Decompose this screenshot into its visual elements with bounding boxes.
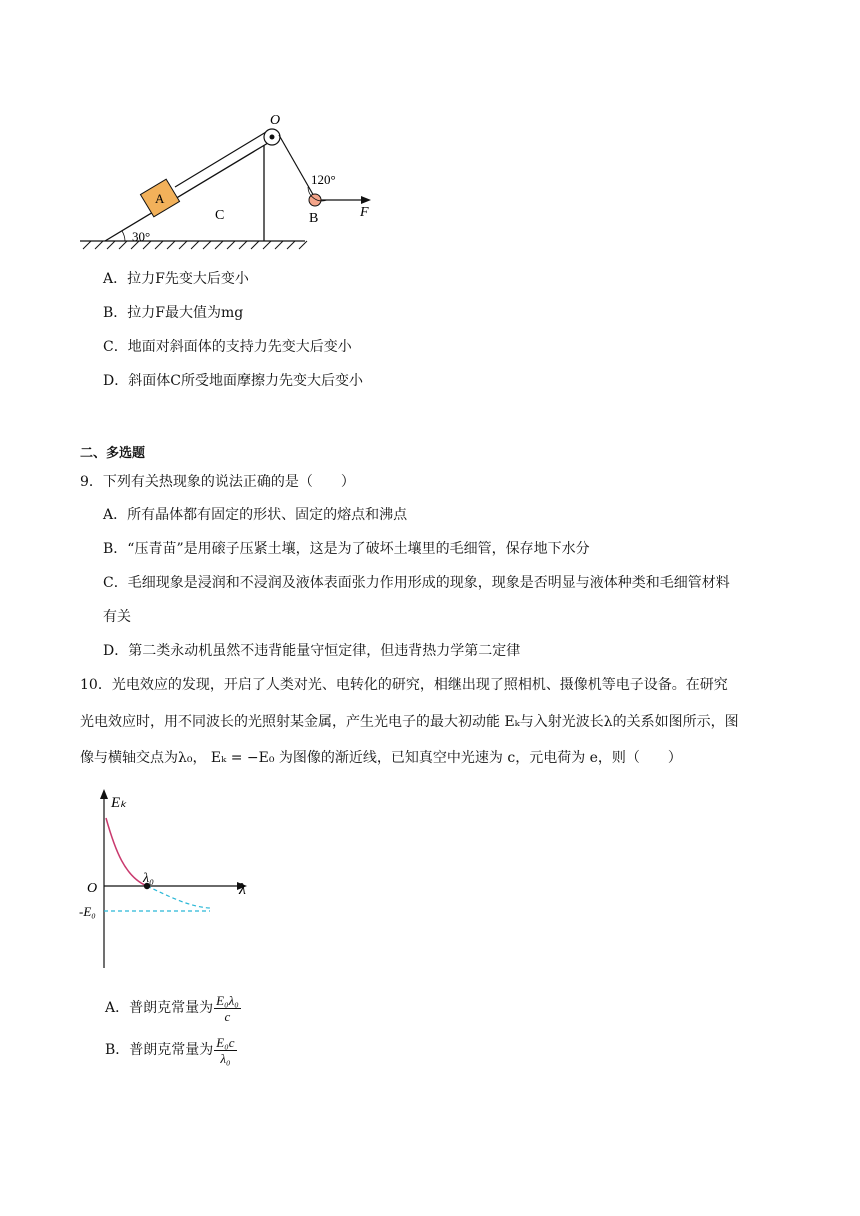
intercept-label: λ₀ — [143, 871, 154, 886]
label-c: C — [215, 208, 225, 223]
fraction: $\frac{\text{E₀λ₀}}{c}$ — [216, 992, 239, 1024]
q8-option-a: A．拉力F先变大后变小 — [103, 271, 249, 287]
ek-lambda-graph — [75, 785, 265, 975]
q9-option-a: A．所有晶体都有固定的形状、固定的熔点和沸点 — [103, 507, 408, 523]
q10-line-2: 光电效应时，用不同波长的光照射某金属，产生光电子的最大初动能 Eₖ与入射光波长λ的关系如图所示，图 — [80, 714, 739, 730]
q10-option-a: A．普朗克常量为 $\frac{\text{E₀λ₀}}{c}$ — [105, 992, 239, 1024]
q8-option-b: B．拉力F最大值为mg — [103, 305, 244, 321]
angle-30: 30° — [132, 229, 151, 244]
x-axis-label: λ — [239, 881, 246, 898]
q10-line-3: 像与横轴交点为λ₀， Eₖ = −E₀ 为图像的渐近线，已知真空中光速为 c，元电荷为 e，则（ ） — [80, 750, 682, 766]
label-o: O — [270, 113, 281, 128]
angle-120: 120° — [311, 172, 336, 187]
q8-option-d: D．斜面体C所受地面摩擦力先变大后变小 — [103, 373, 363, 389]
q10-option-b: B．普朗克常量为 $\frac{\text{E₀c}}{\text{λ₀}}$ — [105, 1034, 235, 1066]
section-title: 二、多选题 — [80, 446, 146, 461]
label-f: F — [360, 205, 369, 220]
origin-label: O — [87, 881, 98, 896]
label-b: B — [309, 211, 319, 226]
q9-option-c-cont: 有关 — [103, 609, 131, 625]
y-axis-label: Eₖ — [111, 795, 127, 811]
q9-stem: 9．下列有关热现象的说法正确的是（ ） — [80, 474, 355, 490]
label-a: A — [155, 191, 165, 206]
q10-line-1: 10．光电效应的发现，开启了人类对光、电转化的研究，相继出现了照相机、摄像机等电子设备。在研究 — [80, 677, 728, 693]
q9-option-b: B．“压青苗”是用磙子压紧土壤，这是为了破坏土壤里的毛细管，保存地下水分 — [103, 541, 590, 557]
fraction: $\frac{\text{E₀c}}{\text{λ₀}}$ — [216, 1034, 235, 1066]
q9-option-c: C．毛细现象是浸润和不浸润及液体表面张力作用形成的现象，现象是否明显与液体种类和毛细管材料 — [103, 575, 730, 591]
q9-option-d: D．第二类永动机虽然不违背能量守恒定律，但违背热力学第二定律 — [103, 643, 521, 659]
q8-option-c: C．地面对斜面体的支持力先变大后变小 — [103, 339, 352, 355]
asymptote-label: -E₀ — [79, 904, 96, 919]
incline-figure — [75, 105, 395, 250]
